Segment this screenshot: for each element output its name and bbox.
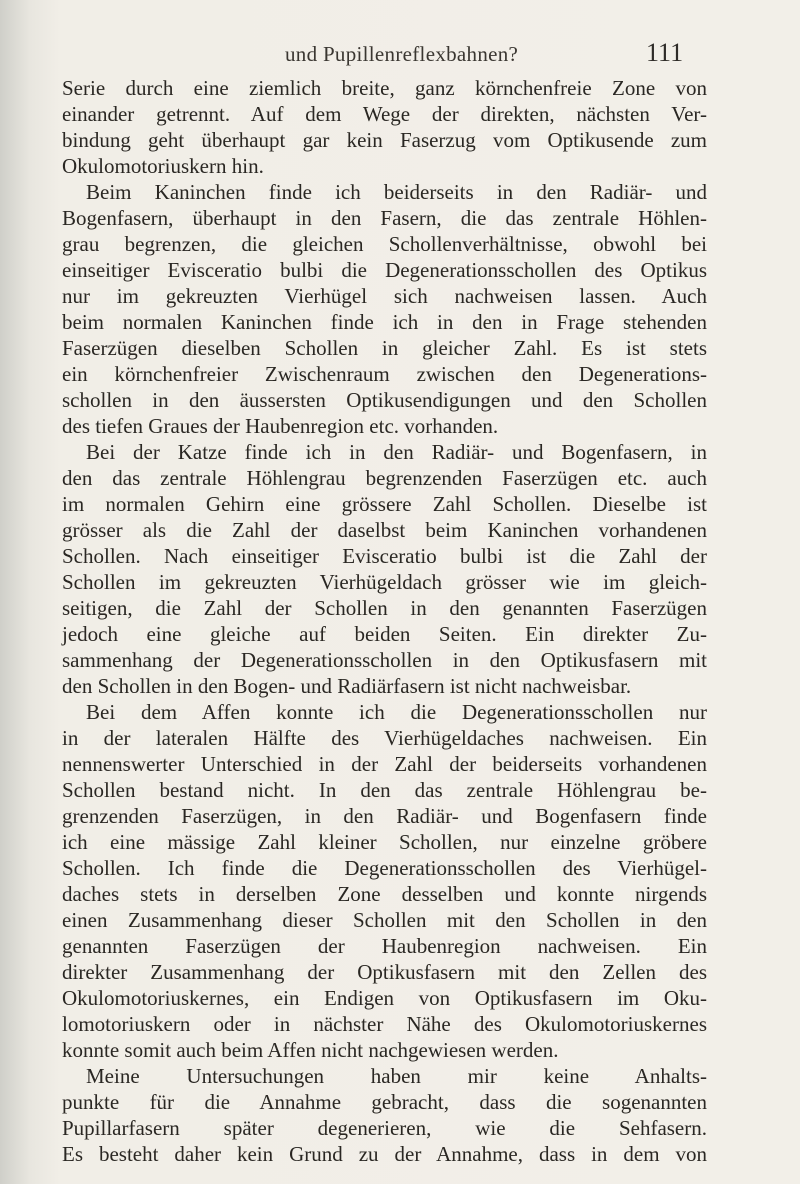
text-line: Schollen. Ich finde die Degenerationsschollen des Vierhügel- [62, 856, 707, 880]
text-line: Pupillarfasern später degenerieren, wie die Sehfasern. [62, 1116, 707, 1140]
text-line: beim normalen Kaninchen finde ich in den in Frage stehenden [62, 310, 707, 334]
text-line: des tiefen Graues der Haubenregion etc. vorhanden. [62, 414, 499, 438]
text-line: den Schollen in den Bogen- und Radiärfasern ist nicht nachweisbar. [62, 674, 632, 698]
text-line: nennenswerter Unterschied in der Zahl der beiderseits vorhandenen [62, 752, 707, 776]
text-line: nur im gekreuzten Vierhügel sich nachweisen lassen. Auch [62, 284, 707, 308]
text-line: Okulomotoriuskernes, ein Endigen von Optikusfasern im Oku- [62, 986, 707, 1010]
text-line: lomotoriuskern oder in nächster Nähe des Okulomotoriuskernes [62, 1012, 707, 1036]
text-line: einseitiger Evisceratio bulbi die Degenerationsschollen des Optikus [62, 258, 707, 282]
page-number: 111 [646, 38, 684, 67]
text-line: einander getrennt. Auf dem Wege der direkten, nächsten Ver- [62, 102, 707, 126]
text-line: ich eine mässige Zahl kleiner Schollen, nur einzelne gröbere [62, 830, 707, 854]
text-line: Es besteht daher kein Grund zu der Annahme, dass in dem von [62, 1142, 707, 1166]
text-line: grenzenden Faserzügen, in den Radiär- und Bogenfasern finde [62, 804, 707, 828]
text-line: Meine Untersuchungen haben mir keine Anhalts- [86, 1064, 707, 1088]
text-line: Schollen bestand nicht. In den das zentrale Höhlengrau be- [62, 778, 707, 802]
text-line: Bei der Katze finde ich in den Radiär- und Bogenfasern, in [86, 440, 707, 464]
text-line: Schollen im gekreuzten Vierhügeldach grösser wie im gleich- [62, 570, 707, 594]
body-text [62, 75, 707, 1167]
text-line: ein körnchenfreier Zwischenraum zwischen den Degenerations- [62, 362, 707, 386]
text-line: konnte somit auch beim Affen nicht nachgewiesen werden. [62, 1038, 559, 1062]
text-line: grau begrenzen, die gleichen Schollenverhältnisse, obwohl bei [62, 232, 707, 256]
text-line: schollen in den äussersten Optikusendigungen und den Schollen [62, 388, 707, 412]
text-line: Bei dem Affen konnte ich die Degenerationsschollen nur [86, 700, 707, 724]
text-line: den das zentrale Höhlengrau begrenzenden Faserzügen etc. auch [62, 466, 707, 490]
text-line: Beim Kaninchen finde ich beiderseits in den Radiär- und [86, 180, 707, 204]
text-line: Faserzügen dieselben Schollen in gleicher Zahl. Es ist stets [62, 336, 707, 360]
text-line: bindung geht überhaupt gar kein Faserzug vom Optikusende zum [62, 128, 707, 152]
running-title: und Pupillenreflexbahnen? [285, 42, 519, 66]
text-line: in der lateralen Hälfte des Vierhügeldaches nachweisen. Ein [62, 726, 707, 750]
text-line: grösser als die Zahl der daselbst beim Kaninchen vorhandenen [62, 518, 707, 542]
text-line: Serie durch eine ziemlich breite, ganz körnchenfreie Zone von [62, 76, 707, 100]
text-line: Schollen. Nach einseitiger Evisceratio bulbi ist die Zahl der [62, 544, 707, 568]
text-line: punkte für die Annahme gebracht, dass die sogenannten [62, 1090, 707, 1114]
text-line: einen Zusammenhang dieser Schollen mit den Schollen in den [62, 908, 707, 932]
text-line: im normalen Gehirn eine grössere Zahl Schollen. Dieselbe ist [62, 492, 707, 516]
text-line: seitigen, die Zahl der Schollen in den genannten Faserzügen [62, 596, 707, 620]
text-line: jedoch eine gleiche auf beiden Seiten. Ein direkter Zu- [62, 622, 707, 646]
text-line: genannten Faserzügen der Haubenregion nachweisen. Ein [62, 934, 707, 958]
text-line: direkter Zusammenhang der Optikusfasern mit den Zellen des [62, 960, 707, 984]
text-line: daches stets in derselben Zone desselben und konnte nirgends [62, 882, 707, 906]
text-line: Okulomotoriuskern hin. [62, 154, 264, 178]
page-header [0, 38, 800, 68]
text-line: Bogenfasern, überhaupt in den Fasern, die das zentrale Höhlen- [62, 206, 707, 230]
text-line: sammenhang der Degenerationsschollen in den Optikusfasern mit [62, 648, 707, 672]
